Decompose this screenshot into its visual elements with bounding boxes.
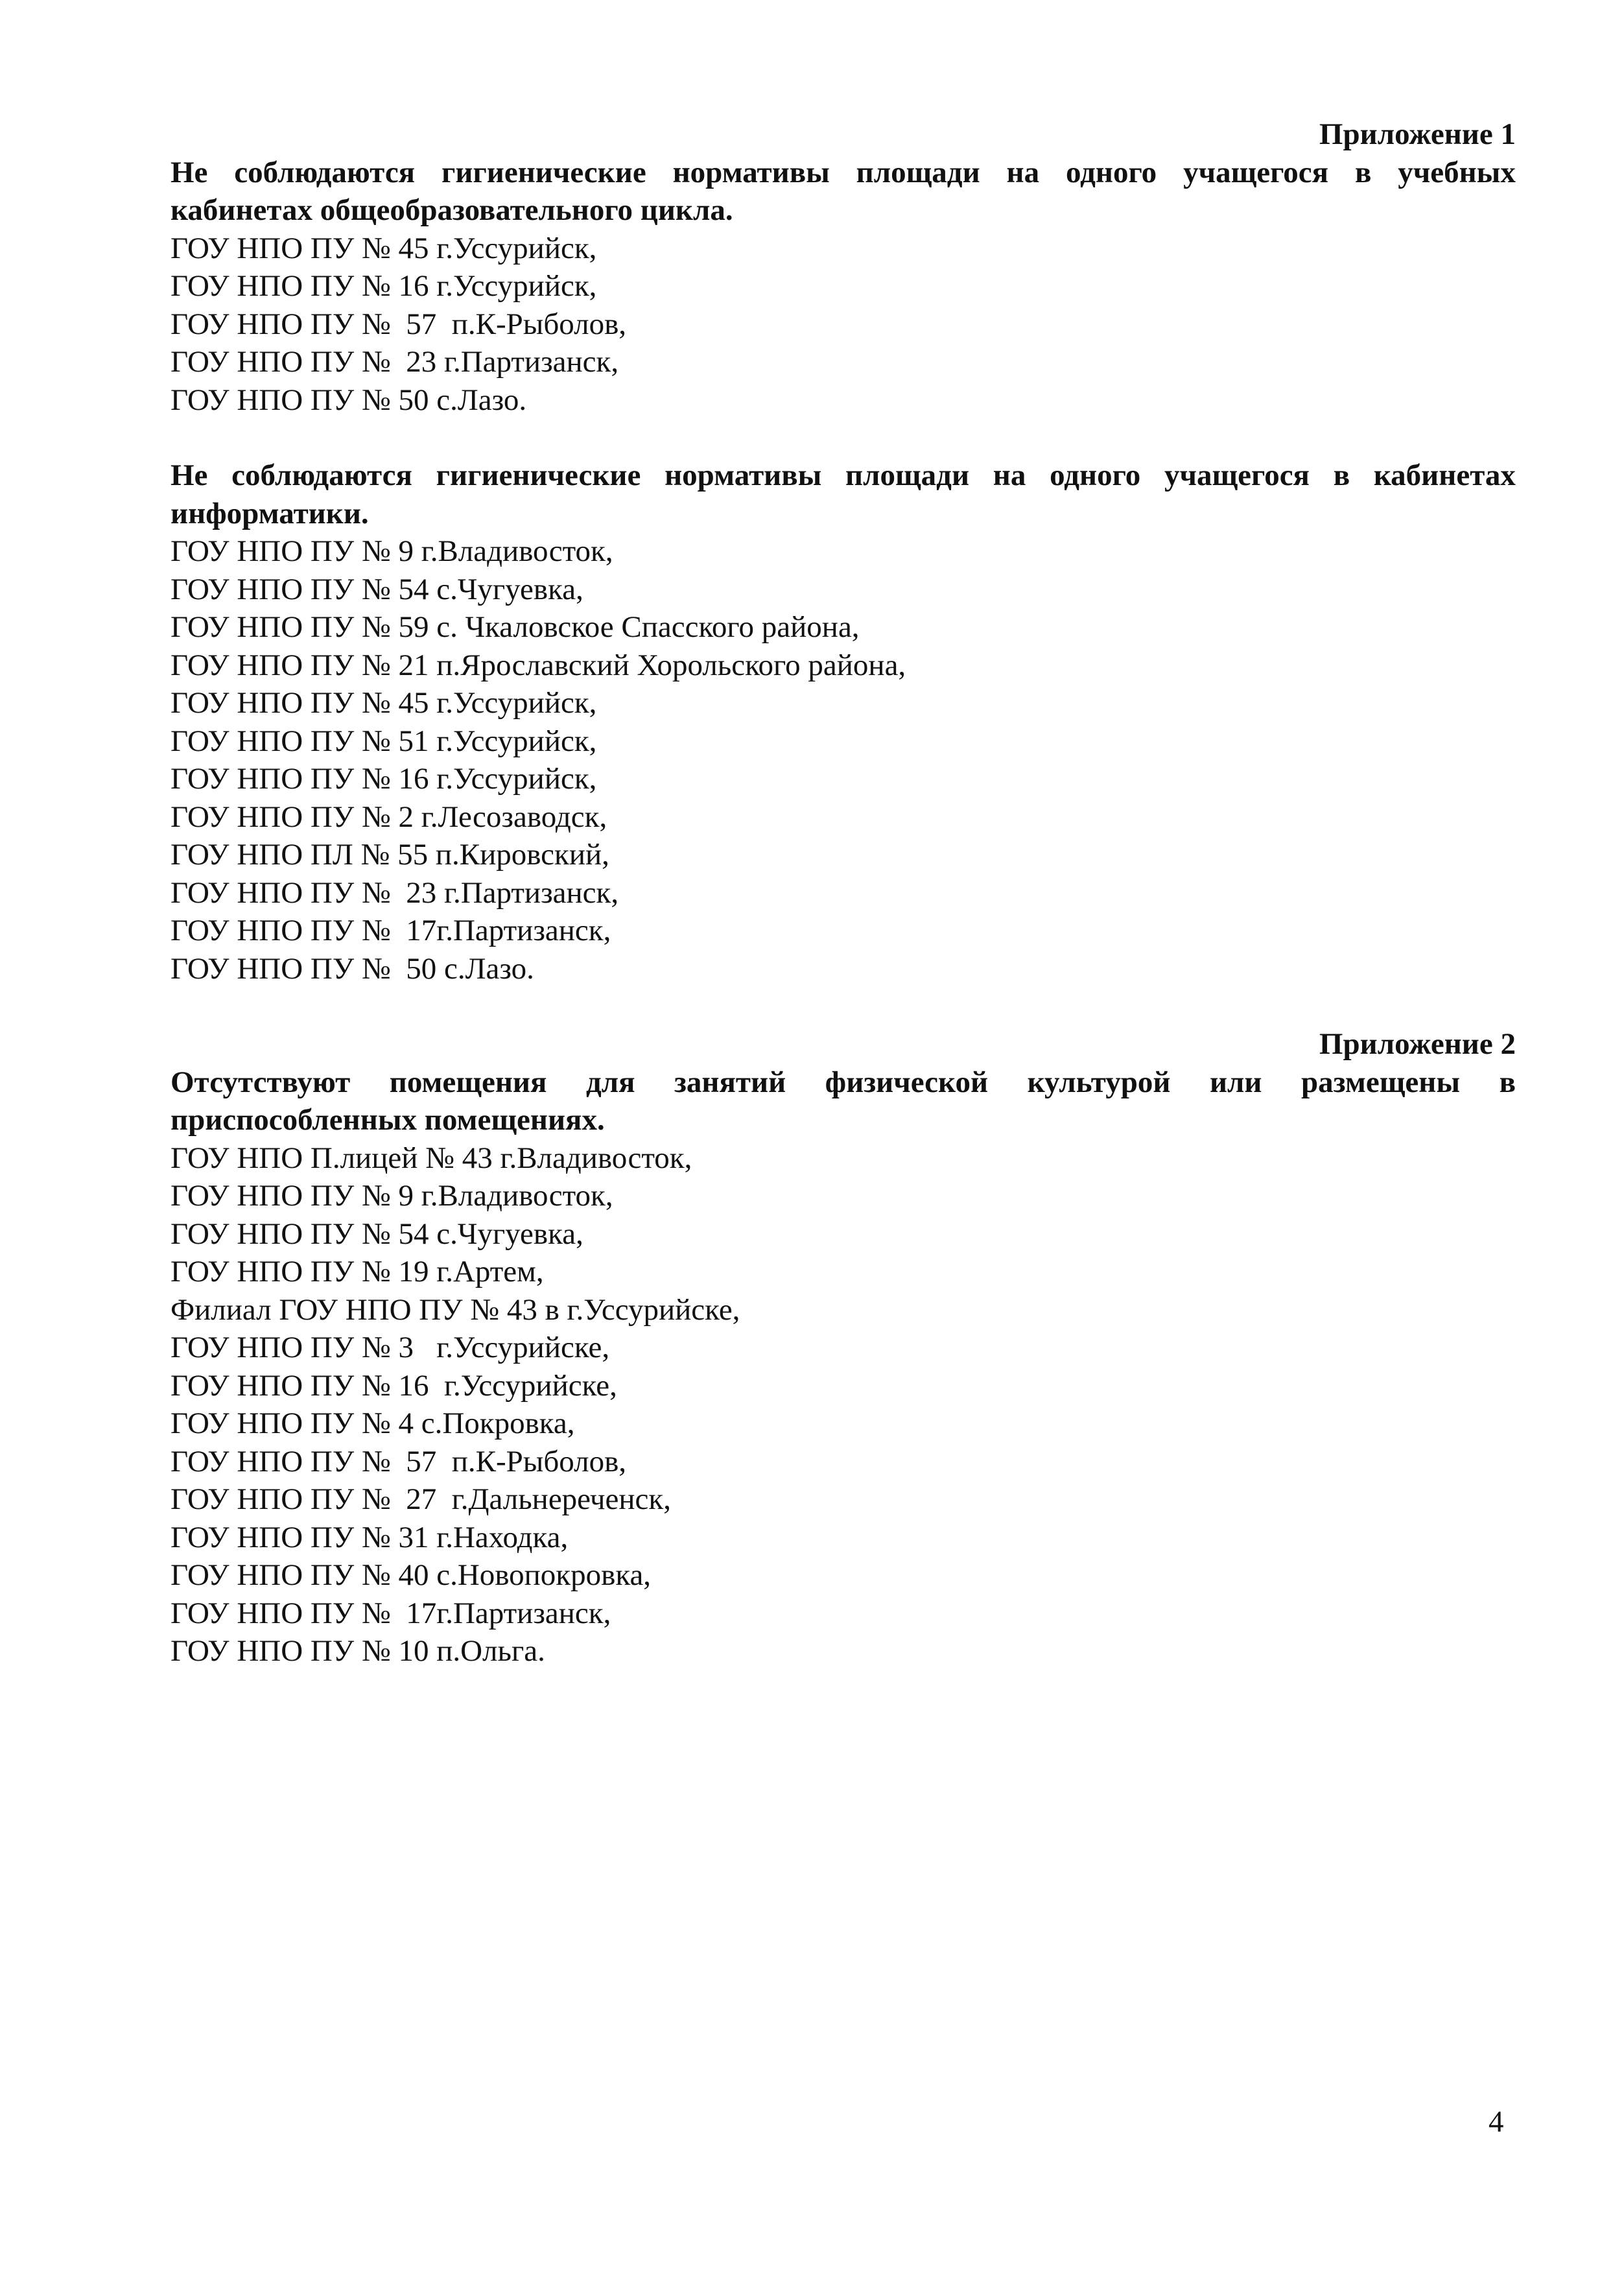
heading-word: занятий	[674, 1065, 786, 1099]
heading-word: в	[1333, 458, 1350, 492]
list-item: ГОУ НПО ПУ № 27 г.Дальнереченск,	[171, 1482, 671, 1516]
list-item: ГОУ НПО ПЛ № 55 п.Кировский,	[171, 838, 609, 872]
list-item: ГОУ НПО ПУ № 16 г.Уссурийске,	[171, 1368, 617, 1403]
heading-word: площади	[845, 458, 970, 492]
heading-word: учебных	[1398, 155, 1516, 189]
list-item: ГОУ НПО ПУ № 17г.Партизанск,	[171, 1596, 611, 1630]
heading-word: на	[993, 458, 1026, 492]
heading-word: Не	[171, 458, 208, 492]
list-item: ГОУ НПО ПУ № 16 г.Уссурийск,	[171, 269, 597, 303]
list-item: ГОУ НПО ПУ № 54 с.Чугуевка,	[171, 1216, 583, 1251]
list-item: ГОУ НПО ПУ № 50 с.Лазо.	[171, 383, 527, 417]
list-item: ГОУ НПО ПУ № 54 с.Чугуевка,	[171, 572, 583, 606]
heading-word: или	[1209, 1065, 1262, 1099]
list-item: Филиал ГОУ НПО ПУ № 43 в г.Уссурийске,	[171, 1292, 740, 1327]
list-item: ГОУ НПО ПУ № 45 г.Уссурийск,	[171, 686, 597, 720]
list-item: ГОУ НПО П.лицей № 43 г.Владивосток,	[171, 1141, 692, 1175]
list-item: ГОУ НПО ПУ № 17г.Партизанск,	[171, 914, 611, 947]
heading-word: размещены	[1301, 1065, 1461, 1099]
heading-word: Не	[171, 155, 208, 189]
heading-word: учащегося	[1183, 155, 1329, 189]
list-item: ГОУ НПО ПУ № 3 г.Уссурийске,	[171, 1331, 610, 1364]
section-3-heading-line-1	[171, 1063, 1516, 1102]
list-item: ГОУ НПО ПУ № 45 г.Уссурийск,	[171, 231, 597, 265]
list-item: ГОУ НПО ПУ № 2 г.Лесозаводск,	[171, 800, 607, 834]
list-item: ГОУ НПО ПУ № 10 п.Ольга.	[171, 1634, 545, 1668]
list-item: ГОУ НПО ПУ № 21 п.Ярославский Хорольского района,	[171, 648, 906, 682]
heading-word: в	[1499, 1065, 1516, 1099]
section-1-heading-line-2: кабинетах общеобразовательного цикла.	[171, 193, 733, 227]
list-item: ГОУ НПО ПУ № 9 г.Владивосток,	[171, 534, 613, 568]
heading-word: помещения	[389, 1065, 547, 1099]
heading-word: гигиенические	[441, 155, 646, 189]
heading-word: на	[1006, 155, 1040, 189]
list-item: ГОУ НПО ПУ № 57 п.К-Рыболов,	[171, 1444, 627, 1478]
list-item: ГОУ НПО ПУ № 57 п.К-Рыболов,	[171, 307, 627, 341]
appendix-1-label: Приложение 1	[1319, 117, 1516, 151]
list-item: ГОУ НПО ПУ № 23 г.Партизанск,	[171, 875, 619, 910]
spacer	[171, 988, 1516, 1025]
heading-word: одного	[1050, 458, 1141, 492]
list-item: ГОУ НПО ПУ № 19 г.Артем,	[171, 1255, 544, 1288]
heading-word: площади	[856, 155, 980, 189]
heading-word: Отсутствуют	[171, 1065, 351, 1099]
document-page	[171, 115, 1516, 1670]
list-item: ГОУ НПО ПУ № 9 г.Владивосток,	[171, 1179, 613, 1213]
heading-word: учащегося	[1164, 458, 1310, 492]
heading-word: кабинетах	[1373, 458, 1516, 492]
appendix-2-label: Приложение 2	[1319, 1027, 1516, 1061]
section-2-list	[171, 532, 1516, 988]
list-item: ГОУ НПО ПУ № 4 с.Покровка,	[171, 1406, 575, 1440]
section-2-heading-line-2: информатики.	[171, 496, 369, 530]
spacer	[171, 419, 1516, 457]
heading-word: соблюдаются	[231, 458, 412, 492]
section-3-heading-line-2: приспособленных помещениях.	[171, 1103, 605, 1137]
heading-word: в	[1354, 155, 1372, 189]
page-number: 4	[1489, 2105, 1504, 2139]
list-item: ГОУ НПО ПУ № 31 г.Находка,	[171, 1520, 569, 1554]
list-item: ГОУ НПО ПУ № 50 с.Лазо.	[171, 951, 534, 986]
heading-word: нормативы	[672, 155, 830, 189]
heading-word: одного	[1066, 155, 1157, 189]
section-1-heading-line-1	[171, 154, 1516, 192]
list-item: ГОУ НПО ПУ № 51 г.Уссурийск,	[171, 724, 597, 758]
list-item: ГОУ НПО ПУ № 23 г.Партизанск,	[171, 345, 619, 379]
heading-word: культурой	[1027, 1065, 1171, 1099]
heading-word: нормативы	[665, 458, 822, 492]
heading-word: физической	[825, 1065, 989, 1099]
list-item: ГОУ НПО ПУ № 59 с. Чкаловское Спасского района,	[171, 610, 860, 644]
section-3-list	[171, 1139, 1516, 1670]
heading-word: гигиенические	[436, 458, 641, 492]
heading-word: соблюдаются	[234, 155, 416, 189]
heading-word: для	[585, 1065, 635, 1099]
list-item: ГОУ НПО ПУ № 16 г.Уссурийск,	[171, 762, 597, 796]
section-1-list	[171, 230, 1516, 420]
section-2-heading-line-1	[171, 457, 1516, 495]
list-item: ГОУ НПО ПУ № 40 с.Новопокровка,	[171, 1558, 652, 1592]
